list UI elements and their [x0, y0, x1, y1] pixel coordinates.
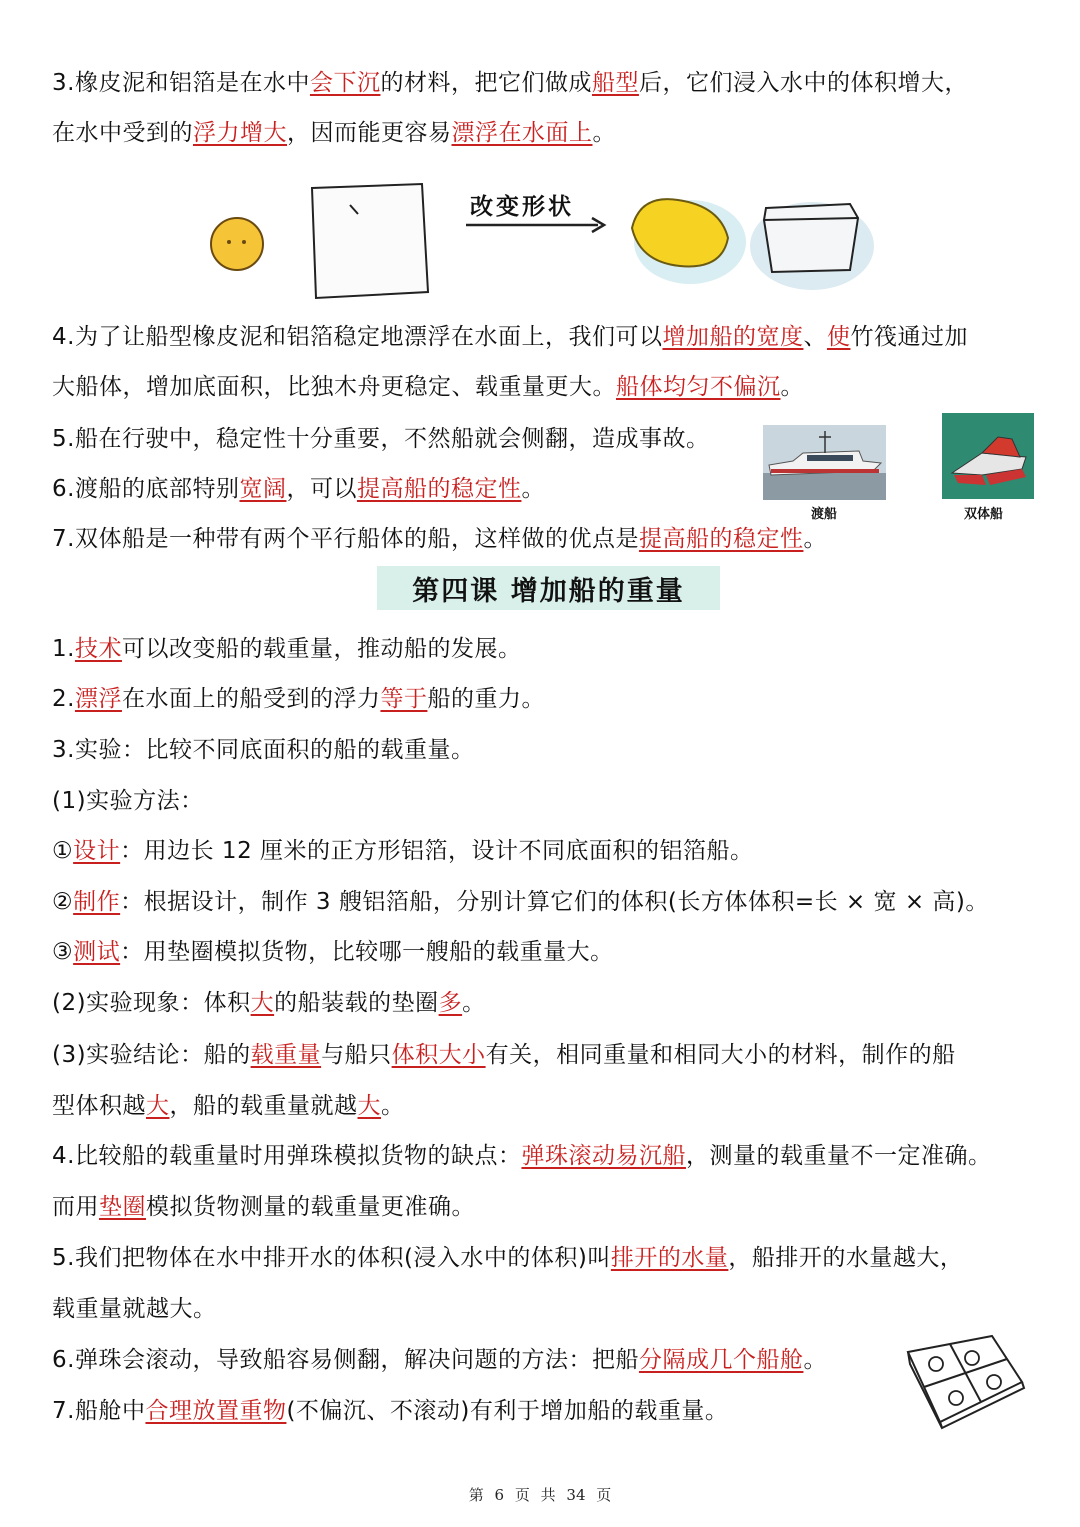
- text-segment: (3)实验结论：船的: [52, 1042, 251, 1068]
- arrow-label: 改变形状: [470, 193, 574, 220]
- text-segment: 1.: [52, 636, 75, 662]
- highlighted-text: 体积大小: [391, 1042, 486, 1068]
- text-segment: 3.实验：比较不同底面积的船的载重量。: [52, 737, 475, 763]
- text-line: [52, 887, 989, 917]
- text-segment: 7.双体船是一种带有两个平行船体的船，这样做的优点是: [52, 526, 639, 552]
- ferry-photo: [763, 425, 886, 500]
- highlighted-text: 制作: [73, 889, 121, 915]
- text-segment: 后，它们浸入水中的体积增大，: [638, 70, 968, 96]
- text-line: [52, 1294, 217, 1324]
- highlighted-text: 大: [357, 1093, 381, 1119]
- text-segment: 6.渡船的底部特别: [52, 476, 240, 502]
- text-segment: 竹筏通过加: [850, 324, 968, 350]
- text-segment: 3.橡皮泥和铝箔是在水中: [52, 70, 310, 96]
- highlighted-text: 使: [826, 324, 851, 350]
- highlighted-text: 大: [146, 1093, 170, 1119]
- footer-suffix: 页: [596, 1486, 612, 1504]
- text-line: [52, 322, 968, 352]
- foil-sheet-image: [312, 184, 428, 298]
- text-line: [52, 786, 204, 816]
- text-segment: 4.为了让船型橡皮泥和铝箔稳定地漂浮在水面上，我们可以: [52, 324, 663, 350]
- text-segment: 。: [780, 374, 804, 400]
- text-line: [52, 372, 804, 402]
- highlighted-text: 船体均匀不偏沉: [616, 374, 781, 400]
- text-segment: 5.我们把物体在水中排开水的体积(浸入水中的体积)叫: [52, 1245, 611, 1271]
- highlighted-text: 分隔成几个船舱: [638, 1347, 804, 1373]
- clay-ball-image: [211, 218, 263, 270]
- text-line: [52, 1141, 991, 1171]
- text-line: [52, 1091, 405, 1121]
- text-segment: 。: [803, 1347, 827, 1373]
- highlighted-text: 宽阔: [239, 476, 287, 502]
- text-segment: (1)实验方法：: [52, 788, 204, 814]
- text-line: [52, 524, 827, 554]
- text-line: [52, 424, 709, 454]
- text-line: [52, 1040, 956, 1070]
- text-line: [52, 1192, 475, 1222]
- text-segment: ，测量的载重量不一定准确。: [685, 1143, 992, 1169]
- text-segment: ：用边长 12 厘米的正方形铝箔，设计不同底面积的铝箔船。: [120, 838, 754, 864]
- text-line: [52, 474, 545, 504]
- lesson-title: 第四课 增加船的重量: [377, 566, 720, 610]
- divided-boat-sketch: [900, 1330, 1028, 1430]
- text-line: [52, 735, 474, 765]
- text-segment: 5.船在行驶中，稳定性十分重要，不然船就会侧翻，造成事故。: [52, 426, 710, 452]
- highlighted-text: 提高船的稳定性: [638, 526, 804, 552]
- footer-total-pages: 34: [566, 1486, 586, 1504]
- highlighted-text: 技术: [74, 636, 122, 662]
- text-segment: 6.弹珠会滚动，导致船容易侧翻，解决问题的方法：把船: [52, 1347, 639, 1373]
- text-segment: 有关，相同重量和相同大小的材料，制作的船: [485, 1042, 956, 1068]
- text-segment: 。: [521, 476, 545, 502]
- highlighted-text: 多: [438, 990, 463, 1016]
- clay-boat-image: [632, 199, 746, 284]
- highlighted-text: 等于: [380, 686, 428, 712]
- text-segment: ：根据设计，制作 3 艘铝箔船，分别计算它们的体积(长方体体积=长 × 宽 × 高)。: [120, 889, 989, 915]
- text-line: [52, 1396, 728, 1426]
- foil-boat-image: [750, 202, 874, 290]
- text-segment: (不偏沉、不滚动)有利于增加船的载重量。: [286, 1398, 729, 1424]
- text-segment: 的船装载的垫圈: [274, 990, 439, 1016]
- text-segment: 而用: [52, 1194, 99, 1220]
- text-segment: ，船的载重量就越: [169, 1093, 358, 1119]
- text-segment: 在水面上的船受到的浮力: [121, 686, 381, 712]
- footer-prefix: 第: [468, 1486, 484, 1504]
- text-segment: 船的重力。: [427, 686, 545, 712]
- footer-mid1: 页: [514, 1486, 530, 1504]
- text-segment: 载重量就越大。: [52, 1296, 217, 1322]
- page-footer: [0, 1484, 1080, 1505]
- text-segment: 。: [592, 120, 616, 146]
- text-segment: (2)实验现象：体积: [52, 990, 251, 1016]
- footer-page-number: 6: [494, 1486, 505, 1504]
- highlighted-text: 浮力增大: [193, 120, 287, 146]
- text-segment: 、: [803, 324, 827, 350]
- highlighted-text: 大: [250, 990, 275, 1016]
- highlighted-text: 漂浮在水面上: [451, 120, 593, 146]
- highlighted-text: 设计: [73, 838, 121, 864]
- text-segment: 模拟货物测量的载重量更准确。: [146, 1194, 475, 1220]
- text-segment: ：用垫圈模拟货物，比较哪一艘船的载重量大。: [120, 939, 614, 965]
- text-segment: 。: [803, 526, 827, 552]
- text-segment: ③: [52, 939, 74, 965]
- text-segment: 。: [462, 990, 486, 1016]
- catamaran-caption: 双体船: [964, 507, 1004, 522]
- text-line: [52, 1345, 827, 1375]
- text-line: [52, 988, 486, 1018]
- highlighted-text: 船型: [591, 70, 639, 96]
- highlighted-text: 漂浮: [74, 686, 122, 712]
- text-segment: ②: [52, 889, 74, 915]
- text-segment: 4.比较船的载重量时用弹珠模拟货物的缺点：: [52, 1143, 522, 1169]
- text-segment: 可以改变船的载重量，推动船的发展。: [121, 636, 522, 662]
- text-segment: 大船体，增加底面积，比独木舟更稳定、载重量更大。: [52, 374, 616, 400]
- footer-mid2: 共: [540, 1486, 556, 1504]
- highlighted-text: 排开的水量: [610, 1245, 729, 1271]
- text-segment: 7.船舱中: [52, 1398, 146, 1424]
- text-line: [52, 68, 968, 98]
- highlighted-text: 弹珠滚动易沉船: [521, 1143, 686, 1169]
- text-line: [52, 937, 614, 967]
- text-segment: 在水中受到的: [52, 120, 193, 146]
- text-segment: 。: [381, 1093, 405, 1119]
- text-segment: 与船只: [321, 1042, 392, 1068]
- text-segment: ，船排开的水量越大，: [728, 1245, 964, 1271]
- highlighted-text: 载重量: [250, 1042, 322, 1068]
- text-segment: 2.: [52, 686, 75, 712]
- text-segment: 型体积越: [52, 1093, 146, 1119]
- text-line: [52, 118, 616, 148]
- text-line: [52, 634, 521, 664]
- text-line: [52, 1243, 963, 1273]
- highlighted-text: 增加船的宽度: [662, 324, 804, 350]
- text-line: [52, 836, 754, 866]
- highlighted-text: 合理放置重物: [145, 1398, 287, 1424]
- ferry-caption: 渡船: [811, 507, 838, 522]
- highlighted-text: 提高船的稳定性: [356, 476, 522, 502]
- text-segment: ，可以: [286, 476, 357, 502]
- highlighted-text: 会下沉: [309, 70, 381, 96]
- catamaran-photo: [942, 413, 1034, 499]
- highlighted-text: 垫圈: [99, 1194, 146, 1220]
- highlighted-text: 测试: [73, 939, 121, 965]
- text-line: [52, 684, 545, 714]
- text-segment: ①: [52, 838, 74, 864]
- text-segment: 的材料，把它们做成: [380, 70, 592, 96]
- text-segment: ，因而能更容易: [287, 120, 452, 146]
